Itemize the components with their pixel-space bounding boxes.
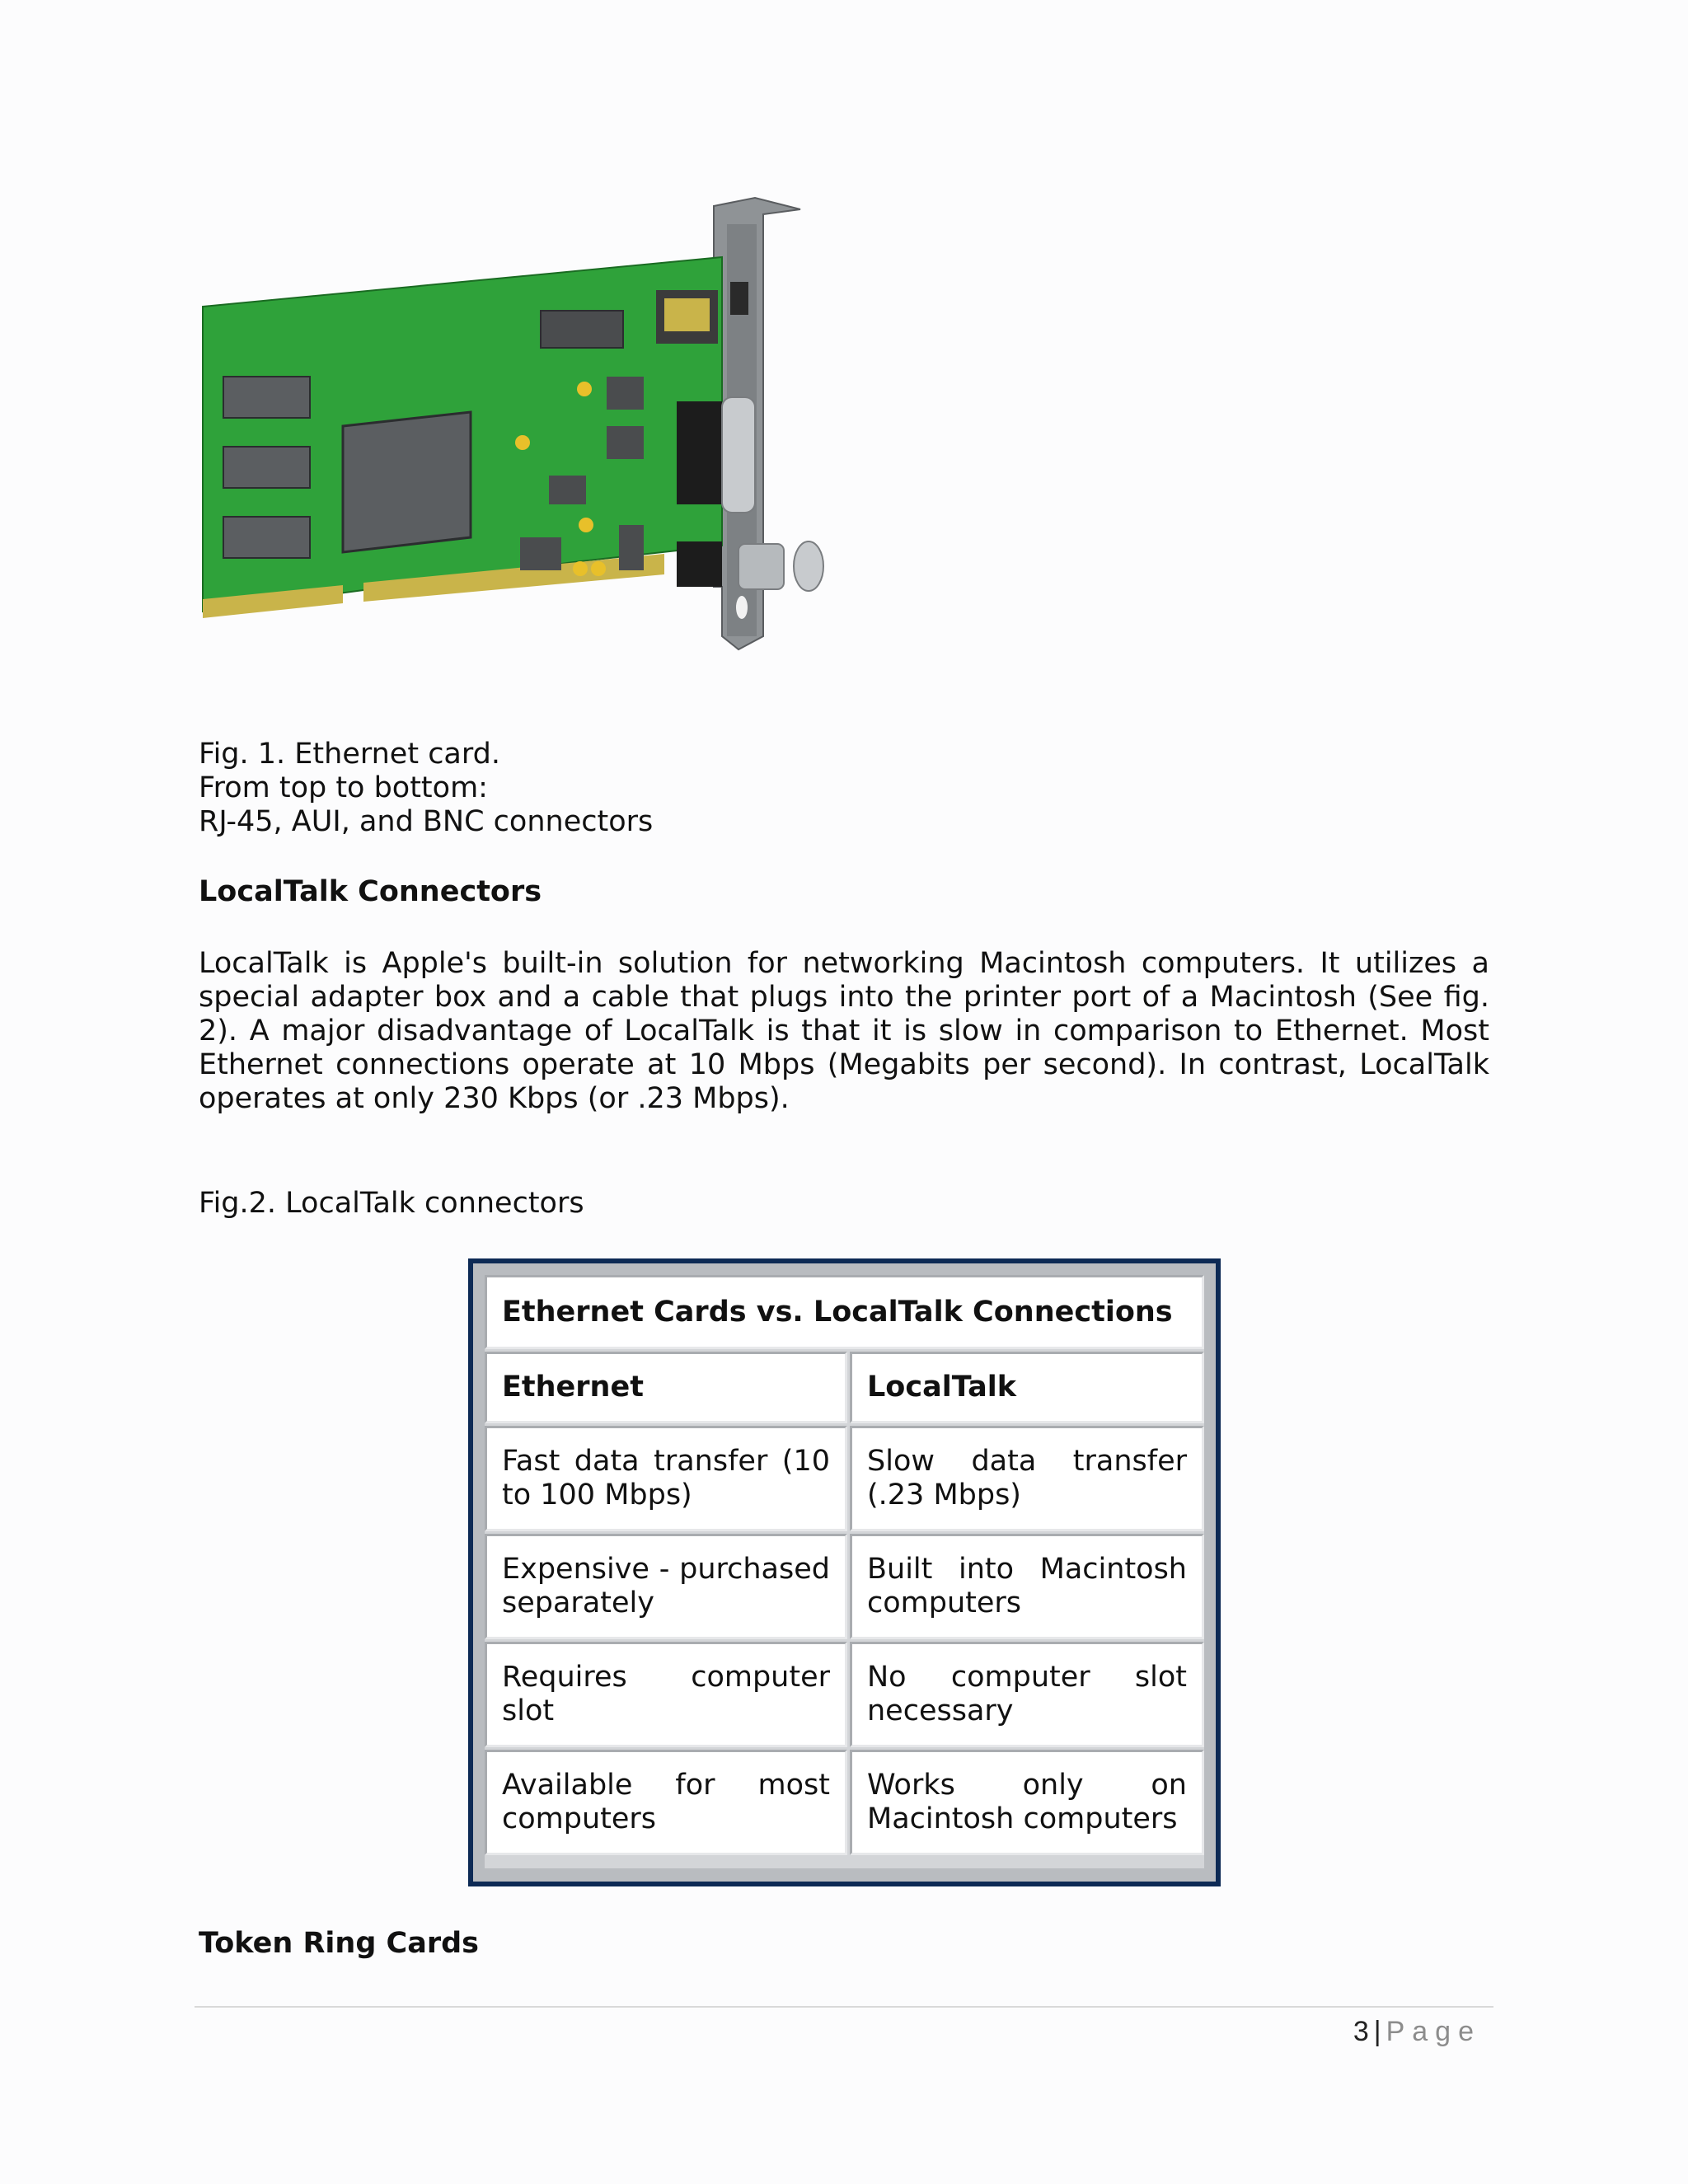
token-ring-heading: Token Ring Cards — [199, 1927, 480, 1960]
localtalk-paragraph: LocalTalk is Apple's built-in solution for networking Macintosh computers. It utilizes a special adapter box and a cable that plugs into the printer port of a Macintosh (See fig. 2). A major disadvantage of LocalTalk is that it is slow in comparison to Ethernet. Most Ethernet connections operate at 10 Mbps (Megabits per second). In contrast, LocalTalk operates at only 230 Kbps (or .23 Mbps). — [199, 947, 1489, 1115]
page-number: 3 — [1353, 2016, 1369, 2047]
cell-text: Slow data transfer (.23 Mbps) — [867, 1445, 1187, 1511]
comparison-table — [468, 1258, 1221, 1886]
page-label: Page — [1386, 2016, 1481, 2047]
caption-line: From top to bottom: — [199, 771, 488, 804]
table-title: Ethernet Cards vs. LocalTalk Connections — [502, 1295, 1173, 1329]
header-label: Ethernet — [502, 1371, 644, 1404]
cell-text: Expensive - purchased separately — [502, 1553, 830, 1619]
figure-1-caption — [199, 738, 653, 839]
cell-text: No computer slot necessary — [867, 1661, 1187, 1727]
comparison-table-body — [485, 1275, 1204, 1868]
cell-text: Available for most computers — [502, 1769, 830, 1835]
cell-text: Fast data transfer (10 to 100 Mbps) — [502, 1445, 830, 1511]
caption-line: RJ-45, AUI, and BNC connectors — [199, 805, 654, 838]
table-title-cell — [485, 1275, 1204, 1349]
table-cell — [485, 1426, 847, 1531]
table-cell — [485, 1642, 847, 1747]
table-cell — [485, 1534, 847, 1639]
table-header-localtalk — [850, 1352, 1204, 1423]
table-cell — [850, 1426, 1204, 1531]
table-header-ethernet — [485, 1352, 847, 1423]
table-cell — [485, 1750, 847, 1855]
footer-divider — [195, 2006, 1493, 2008]
page-number-footer — [1353, 2015, 1481, 2048]
cell-text: Requires computer slot — [502, 1661, 830, 1727]
cell-text: Built into Macintosh computers — [867, 1553, 1187, 1619]
localtalk-heading: LocalTalk Connectors — [199, 875, 542, 908]
table-cell — [850, 1534, 1204, 1639]
ethernet-card-illustration — [195, 191, 846, 735]
ethernet-card-image — [195, 191, 846, 735]
figure-2-caption: Fig.2. LocalTalk connectors — [199, 1187, 584, 1220]
page-separator: | — [1373, 2016, 1381, 2047]
caption-line: Fig. 1. Ethernet card. — [199, 738, 500, 771]
table-cell — [850, 1642, 1204, 1747]
header-label: LocalTalk — [867, 1371, 1016, 1404]
cell-text: Works only on Macintosh computers — [867, 1769, 1187, 1835]
table-cell — [850, 1750, 1204, 1855]
